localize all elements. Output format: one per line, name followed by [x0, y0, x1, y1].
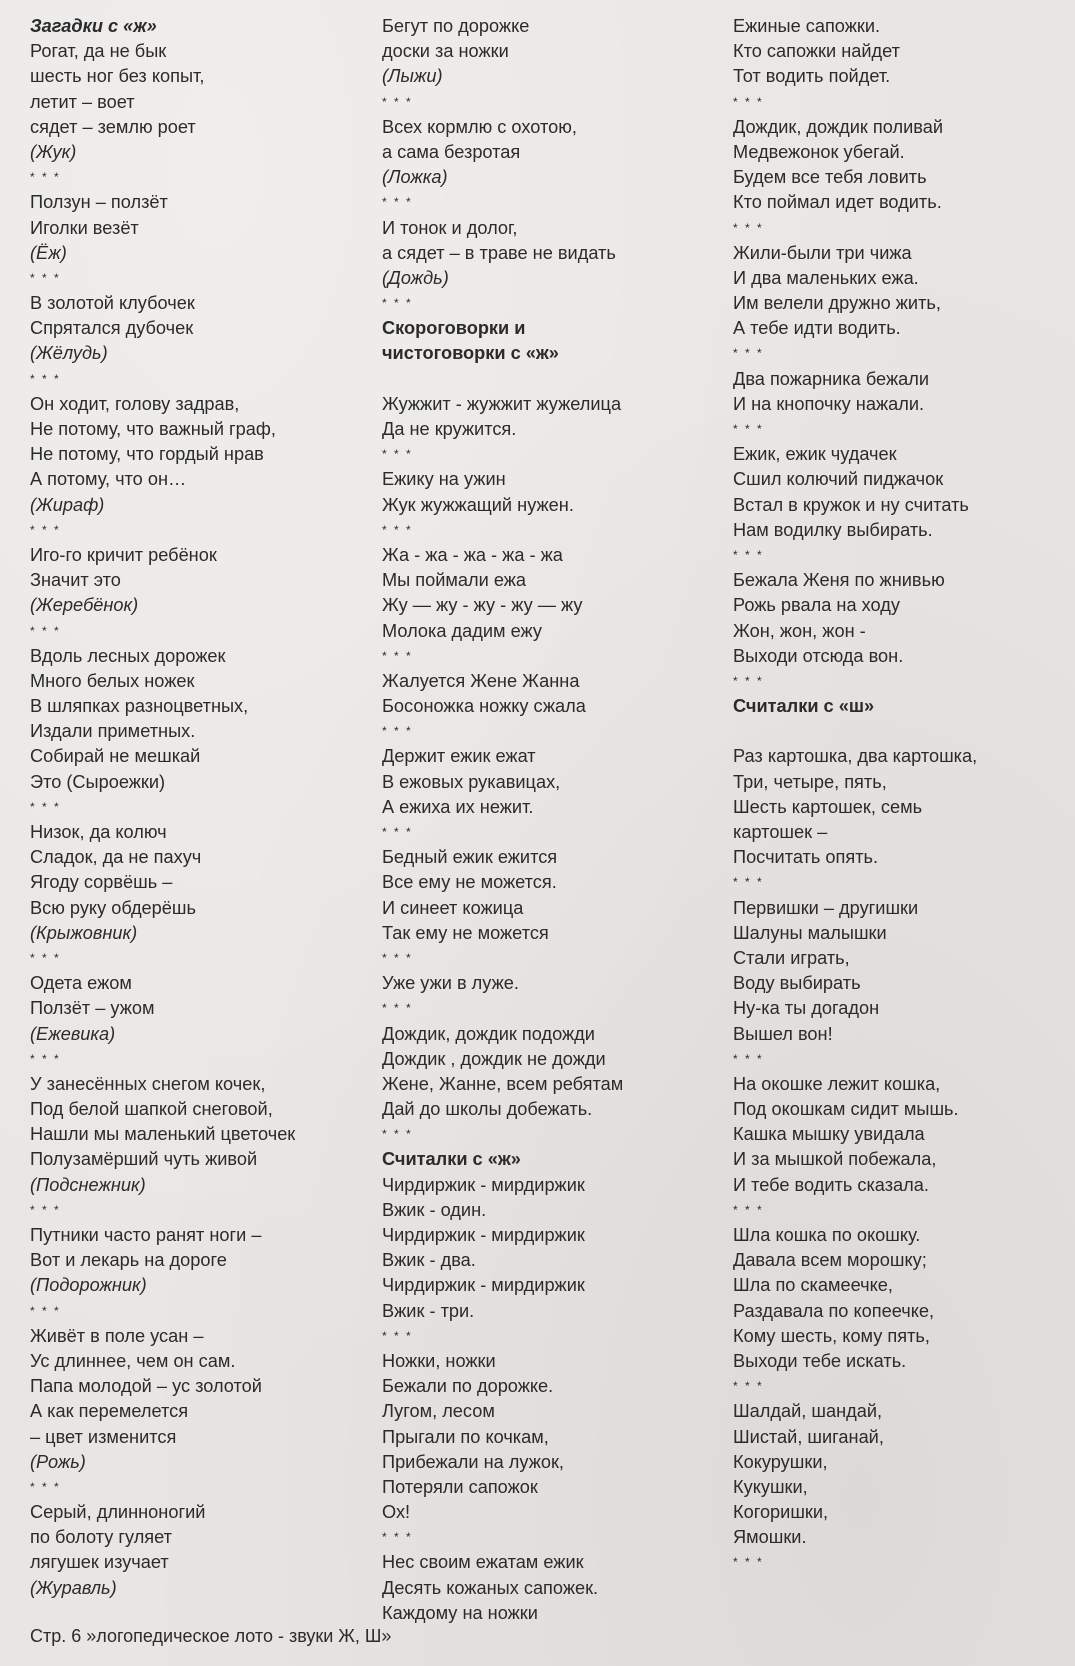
- text-line: Ежик, ежик чудачек: [733, 444, 897, 465]
- text-line: Сшил колючий пиджачок: [733, 469, 944, 490]
- text-line: Шистай, шиганай,: [733, 1426, 884, 1447]
- text-line: Десять кожаных сапожек.: [382, 1577, 599, 1598]
- text-line: Шалдай, шандай,: [733, 1401, 883, 1422]
- text-line: Молока дадим ежу: [382, 620, 542, 641]
- stanza-separator: * * *: [382, 94, 413, 109]
- text-line: Шла кошка по окошку.: [733, 1225, 921, 1245]
- text-line: Низок, да колюч: [30, 822, 167, 842]
- text-line: Лугом, лесом: [382, 1401, 495, 1422]
- text-line: Бежали по дорожке.: [382, 1376, 554, 1397]
- riddle-answer: (Жираф): [30, 494, 105, 515]
- text-line: Бежала Женя по жнивью: [733, 570, 945, 591]
- text-line: Вдоль лесных дорожек: [30, 645, 226, 666]
- text-line: Бедный ежик ежится: [382, 847, 558, 868]
- text-line: Жили-были три чижа: [733, 242, 912, 263]
- stanza-separator: * * *: [382, 1328, 413, 1343]
- text-line: Вжик - три.: [382, 1300, 475, 1321]
- text-line: Собирай не мешкай: [30, 746, 201, 767]
- stanza-separator: * * *: [382, 724, 413, 739]
- text-line: Всю руку обдерёшь: [30, 897, 196, 918]
- text-line: Все ему не можется.: [382, 872, 557, 893]
- stanza-separator: * * *: [30, 522, 61, 537]
- text-line: Шалуны малышки: [733, 922, 887, 943]
- text-line: Ну-ка ты догадон: [733, 998, 880, 1019]
- text-line: Вышел вон!: [733, 1023, 833, 1044]
- stanza-separator: * * *: [30, 1051, 61, 1066]
- text-line: Шесть картошек, семь: [733, 796, 923, 817]
- text-line: Ягоду сорвёшь –: [30, 872, 173, 893]
- text-line: шесть ног без копыт,: [30, 66, 205, 87]
- riddle-answer: (Рожь): [30, 1451, 86, 1472]
- text-line: Ежику на ужин: [382, 469, 506, 490]
- text-line: Три, четыре, пять,: [733, 771, 887, 792]
- text-line: А как перемелется: [30, 1401, 189, 1422]
- text-line: Держит ежик ежат: [382, 746, 536, 767]
- text-line: Ползёт – ужом: [30, 998, 155, 1019]
- stanza-separator: * * *: [382, 1530, 413, 1545]
- text-line: Выходи тебе искать.: [733, 1350, 907, 1371]
- text-line: Иголки везёт: [30, 217, 139, 238]
- text-line: И тонок и долог,: [382, 217, 518, 238]
- riddle-answer: (Подорожник): [30, 1275, 147, 1296]
- text-line: Жон, жон, жон -: [733, 620, 866, 641]
- stanza-separator: * * *: [30, 799, 61, 814]
- text-line: Ус длиннее, чем он сам.: [30, 1350, 236, 1371]
- text-line: Путники часто ранят ноги –: [30, 1225, 262, 1245]
- text-line: Нес своим ежатам ежик: [382, 1552, 584, 1573]
- text-line: На окошке лежит кошка,: [733, 1073, 941, 1094]
- riddle-answer: (Жеребёнок): [30, 595, 139, 616]
- text-line: Давала всем морошку;: [733, 1250, 927, 1271]
- riddle-answer: (Дождь): [382, 267, 449, 288]
- text-line: Вжик - один.: [382, 1199, 487, 1220]
- text-line: Ох!: [382, 1502, 411, 1523]
- text-line: Папа молодой – ус золотой: [30, 1376, 262, 1397]
- text-line: Всех кормлю с охотою,: [382, 116, 577, 137]
- stanza-separator: * * *: [733, 547, 764, 562]
- stanza-separator: * * *: [30, 623, 61, 638]
- text-line: Значит это: [30, 570, 121, 591]
- text-line: а сама безротая: [382, 141, 521, 162]
- stanza-separator: * * *: [30, 950, 61, 965]
- text-line: Рогат, да не бык: [30, 41, 167, 62]
- text-line: Кому шесть, кому пять,: [733, 1325, 930, 1346]
- text-line: Живёт в поле усан –: [30, 1325, 204, 1346]
- text-line: Потеряли сапожок: [382, 1476, 538, 1497]
- riddle-answer: (Ложка): [382, 167, 448, 188]
- text-line: а сядет – в траве не видать: [382, 242, 616, 263]
- text-line: Ямошки.: [733, 1527, 807, 1548]
- blank-line: [733, 719, 1063, 744]
- stanza-separator: * * *: [733, 673, 764, 688]
- text-line: Ежиные сапожки.: [733, 16, 881, 36]
- text-line: Медвежонок убегай.: [733, 141, 905, 162]
- stanza-separator: * * *: [733, 94, 764, 109]
- text-line: В ежовых рукавицах,: [382, 771, 561, 792]
- section-heading: Считалки с «ж»: [382, 1149, 521, 1170]
- text-line: Жалуется Жене Жанна: [382, 670, 580, 691]
- text-line: Под окошкам сидит мышь.: [733, 1099, 959, 1120]
- text-line: Шла по скамеечке,: [733, 1275, 893, 1296]
- text-line: Вот и лекарь на дороге: [30, 1250, 227, 1271]
- text-line: картошек –: [733, 822, 828, 842]
- stanza-separator: * * *: [382, 648, 413, 663]
- text-line: Первишки – другишки: [733, 897, 919, 918]
- text-line: И за мышкой побежала,: [733, 1149, 937, 1170]
- stanza-separator: * * *: [733, 1555, 764, 1570]
- text-line: Выходи отсюда вон.: [733, 645, 904, 666]
- text-column-2: [382, 14, 712, 1626]
- text-line: Сладок, да не пахуч: [30, 847, 202, 868]
- text-line: Кто сапожки найдет: [733, 41, 900, 62]
- text-line: Кокурушки,: [733, 1451, 828, 1472]
- text-line: Раз картошка, два картошка,: [733, 746, 978, 767]
- text-line: Много белых ножек: [30, 670, 195, 691]
- text-line: Мы поймали ежа: [382, 570, 527, 591]
- text-line: Уже ужи в луже.: [382, 973, 519, 994]
- stanza-separator: * * *: [382, 447, 413, 462]
- riddle-answer: (Ёж): [30, 242, 67, 263]
- stanza-separator: * * *: [733, 220, 764, 235]
- stanza-separator: * * *: [382, 296, 413, 311]
- stanza-separator: * * *: [733, 1202, 764, 1217]
- text-line: Серый, длинноногий: [30, 1502, 206, 1523]
- text-line: Нам водилку выбирать.: [733, 519, 933, 540]
- stanza-separator: * * *: [30, 1479, 61, 1494]
- text-line: Ползун – ползёт: [30, 192, 168, 213]
- riddle-answer: (Жёлудь): [30, 343, 108, 364]
- section-heading: Загадки с «ж»: [30, 16, 157, 36]
- stanza-separator: * * *: [382, 825, 413, 839]
- text-line: Жук жужжащий нужен.: [382, 494, 574, 515]
- text-line: В шляпках разноцветных,: [30, 696, 249, 717]
- text-line: Дождик , дождик не дожди: [382, 1048, 606, 1069]
- text-line: Чирдиржик - мирдиржик: [382, 1225, 585, 1245]
- stanza-separator: * * *: [30, 1202, 61, 1217]
- text-line: Воду выбирать: [733, 973, 861, 994]
- text-line: И тебе водить сказала.: [733, 1174, 929, 1195]
- stanza-separator: * * *: [382, 950, 413, 965]
- section-heading: Считалки с «ш»: [733, 696, 875, 717]
- text-line: Дай до школы добежать.: [382, 1099, 593, 1120]
- text-line: Жу — жу - жу - жу — жу: [382, 595, 583, 616]
- text-line: Ножки, ножки: [382, 1350, 496, 1371]
- text-line: Встал в кружок и ну считать: [733, 494, 969, 515]
- section-heading: Скороговорки и: [382, 318, 526, 339]
- text-line: Кашка мышку увидала: [733, 1124, 925, 1145]
- text-line: Когоришки,: [733, 1502, 829, 1523]
- text-line: Прыгали по кочкам,: [382, 1426, 549, 1447]
- riddle-answer: (Подснежник): [30, 1174, 146, 1195]
- riddle-answer: (Лыжи): [382, 66, 443, 87]
- text-line: Прибежали на лужок,: [382, 1451, 564, 1472]
- text-line: У занесённых снегом кочек,: [30, 1073, 266, 1094]
- stanza-separator: * * *: [733, 1379, 764, 1394]
- text-line: Под белой шапкой снеговой,: [30, 1099, 273, 1120]
- stanza-separator: * * *: [30, 270, 61, 285]
- stanza-separator: * * *: [30, 1303, 61, 1318]
- text-line: лягушек изучает: [30, 1552, 169, 1573]
- text-line: Это (Сыроежки): [30, 771, 166, 792]
- text-line: Жене, Жанне, всем ребятам: [382, 1073, 624, 1094]
- riddle-answer: (Жук): [30, 141, 77, 162]
- text-line: Вжик - два.: [382, 1250, 476, 1271]
- text-line: Будем все тебя ловить: [733, 167, 927, 188]
- text-line: Иго-го кричит ребёнок: [30, 544, 217, 565]
- text-line: Одета ежом: [30, 973, 132, 994]
- stanza-separator: * * *: [382, 195, 413, 210]
- stanza-separator: * * *: [733, 1051, 764, 1066]
- stanza-separator: * * *: [382, 522, 413, 537]
- stanza-separator: * * *: [382, 1001, 413, 1016]
- text-line: И два маленьких ежа.: [733, 267, 919, 288]
- text-line: Им велели дружно жить,: [733, 293, 941, 314]
- text-line: Нашли мы маленький цветочек: [30, 1124, 296, 1145]
- text-line: И синеет кожица: [382, 897, 524, 918]
- stanza-separator: * * *: [733, 422, 764, 436]
- text-line: Дождик, дождик поливай: [733, 116, 943, 137]
- text-line: – цвет изменится: [30, 1426, 177, 1447]
- text-line: Дождик, дождик подожди: [382, 1023, 595, 1044]
- stanza-separator: * * *: [733, 346, 764, 361]
- riddle-answer: (Ежевика): [30, 1023, 116, 1044]
- text-line: по болоту гуляет: [30, 1527, 172, 1548]
- text-line: Жа - жа - жа - жа - жа: [382, 544, 563, 565]
- text-line: Босоножка ножку сжала: [382, 696, 586, 717]
- text-line: летит – воет: [30, 91, 135, 112]
- text-line: сядет – землю роет: [30, 116, 196, 137]
- text-line: Чирдиржик - мирдиржик: [382, 1275, 585, 1296]
- text-line: Кто поймал идет водить.: [733, 192, 942, 213]
- stanza-separator: * * *: [30, 170, 61, 185]
- text-line: А тебе идти водить.: [733, 318, 901, 339]
- text-line: Бегут по дорожке: [382, 16, 530, 36]
- text-line: Не потому, что важный граф,: [30, 419, 276, 439]
- stanza-separator: * * *: [382, 1127, 413, 1142]
- text-line: доски за ножки: [382, 41, 509, 62]
- section-heading: чистоговорки с «ж»: [382, 343, 559, 364]
- text-line: В золотой клубочек: [30, 293, 195, 314]
- text-column-1: [30, 14, 360, 1601]
- text-line: Жужжит - жужжит жужелица: [382, 393, 622, 414]
- text-line: Так ему не можется: [382, 922, 549, 943]
- text-line: А ежиха их нежит.: [382, 796, 534, 817]
- stanza-separator: * * *: [30, 371, 61, 386]
- text-line: Рожь рвала на ходу: [733, 595, 900, 616]
- text-line: Да не кружится.: [382, 419, 517, 439]
- text-line: Полузамёрший чуть живой: [30, 1149, 258, 1170]
- page-footer: Стр. 6 »логопедическое лото - звуки Ж, Ш»: [30, 1626, 392, 1646]
- text-column-3: [733, 14, 1063, 1576]
- text-line: Два пожарника бежали: [733, 368, 930, 389]
- text-line: Издали приметных.: [30, 721, 196, 742]
- text-line: Посчитать опять.: [733, 847, 879, 868]
- blank-line: [382, 367, 712, 392]
- text-line: Не потому, что гордый нрав: [30, 444, 264, 465]
- text-line: Спрятался дубочек: [30, 318, 194, 339]
- text-line: Он ходит, голову задрав,: [30, 393, 240, 414]
- riddle-answer: (Журавль): [30, 1577, 117, 1598]
- text-line: Тот водить пойдет.: [733, 66, 891, 87]
- riddle-answer: (Крыжовник): [30, 922, 138, 943]
- text-line: Чирдиржик - мирдиржик: [382, 1174, 585, 1195]
- text-line: И на кнопочку нажали.: [733, 393, 925, 414]
- stanza-separator: * * *: [733, 875, 764, 890]
- text-line: Каждому на ножки: [382, 1602, 538, 1623]
- text-line: А потому, что он…: [30, 469, 187, 490]
- text-line: Стали играть,: [733, 947, 850, 968]
- text-line: Кукушки,: [733, 1476, 808, 1497]
- text-line: Раздавала по копеечке,: [733, 1300, 935, 1321]
